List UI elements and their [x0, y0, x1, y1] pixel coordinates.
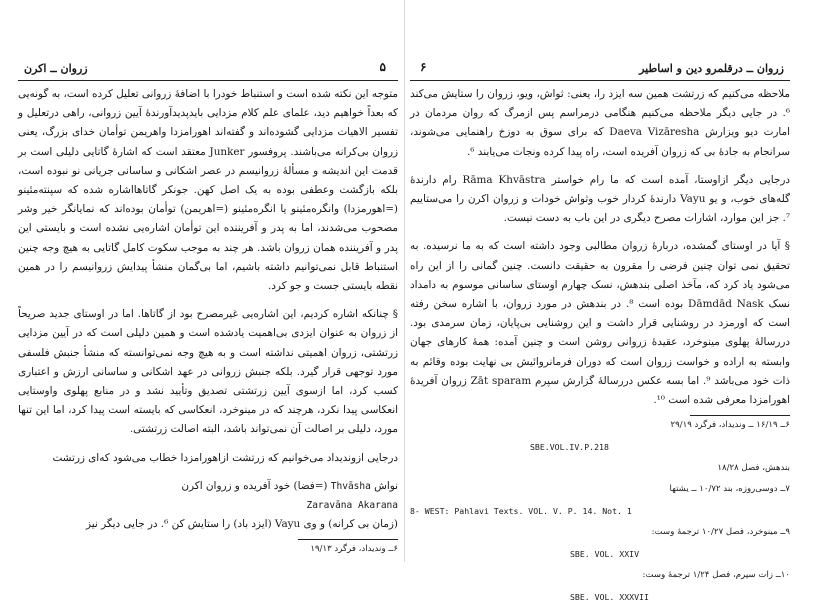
footnote: 8- WEST: Pahlavi Texts. VOL. V. P. 14. Not. 1 — [410, 505, 632, 516]
paragraph: ملاحظه می‌کنیم که زرتشت همین سه ایزد را، یعنی: ثواش، ویو، زروان را ستایش می‌کند ⁶. در جایی دیگر ملاحظه می‌کنیم هنگامی درمراسم پس ازمرگ که روان مردمان در امارت دیو ویزارش Daeva Vizāresha که برای سوق به دوزخ راهنمایی می‌شوند، سرانجام به جادهٔ بی که زروان آفریده است، راه پیدا کرده ونجات می‌یابند ⁶. — [410, 88, 790, 158]
page-number: ۵ — [379, 60, 386, 74]
line-suffix: (=فضا) خود آفریده و زروان اکرن — [181, 479, 328, 492]
footnote: ۷ــ دوسی‌روزه، بند ۱۰/۷۲ ــ یشتها — [669, 484, 790, 495]
right-page-body — [410, 85, 790, 603]
footnote: بندهش، فصل ۱۸/۲۸ — [717, 463, 790, 474]
latin-term: Thvāsha — [330, 480, 371, 492]
running-title: زروان ــ اکرن — [24, 62, 88, 75]
page-gutter — [404, 0, 405, 562]
latin-term: Zaravāna Akarana — [306, 500, 398, 512]
paragraph-line — [18, 477, 398, 496]
right-page-header — [410, 58, 790, 81]
footnote: ۱۰ــ زات سپرم، فصل ۱/۲۴ ترجمهٔ وست: — [642, 570, 790, 581]
footnote: SBE. VOL. XXXVII — [570, 591, 649, 602]
paragraph: درجایی دیگر ازاوستا، آمده است که ما رام خواستر Rāma Khvāstra رام دارندهٔ گله‌های خوب، و یو Vayu دارندهٔ کردار خوب وثواش خودات و زروان اکرن را می‌ستاییم ⁷. جز این موارد، اشارات مصرح دیگری در این باب به دست نیست. — [410, 173, 790, 225]
left-page — [18, 0, 398, 562]
footnote-rule — [298, 539, 398, 540]
footnote: SBE.VOL.IV.P.218 — [530, 441, 609, 452]
paragraph: § چنانکه اشاره کردیم، این اشاره‌یی غیرمصرح بود از گاتاها. اما در اوستای جدید صریحاً از زروان به عنوان ایزدی بی‌اهمیت یادشده است و همین دلیلی است که در آیین مزدایی زرتشتی، زروان اهمیتی نداشته است و به هیچ وجه نمی‌توانسته که منشأ جنبش فلسفی مورد توجهی قرار گیرد. بلکه جنبش زروانی در عهد اشکانی و ساسانی ارزش و اعتباری کسب کرد، اما ازسوی آیین زرتشتی تصدیق وتأیید نشد و در منابع پهلوی واوستایی انعکاسی پیدا نکرد، هرچند که در مینوخرد، انعکاسی که بایسته است پیدا کرد، اما این تنها مورد، دلیلی بر اصالت آن نمی‌تواند باشد، البته اصالت زرتشتی. — [18, 308, 398, 436]
paragraph: درجایی ازوندیداد می‌خوانیم که زرتشت ازاهورامزدا خطاب می‌شود که‌ای زرتشت — [52, 451, 398, 464]
line-prefix: نواش — [374, 479, 398, 492]
footnote: ۹ــ مینوخرد، فصل ۱۰/۲۷ ترجمهٔ وست: — [651, 527, 790, 538]
footnote: SBE. VOL. XXIV — [570, 548, 640, 559]
left-page-body — [18, 85, 398, 556]
right-page — [410, 0, 790, 602]
footnote-rule — [690, 415, 790, 416]
footnote: ۶ــ ۱۶/۱۹ ــ وندیداد، فرگرد ۲۹/۱۹ — [670, 420, 790, 431]
paragraph: متوجه این نکته شده است و استنباط خودرا با اضافهٔ زروانی تعلیل کرده است، به گونه‌یی که بعداً خواهیم دید، علمای علم کلام مزدایی بایدپدیدآورندهٔ آیین زروانی، راهی درتعلیل و تفسیر الاهیات مزدایی گشوده‌اند و گفته‌اند اهورامزدا واهریمن توأمان خدای بزرگ، یعنی زروان بی‌کرانه می‌باشند. پروفسور Junker معتقد است که اشارهٔ گاتایی دلیلی است بر قدمت این اندیشه و مسألهٔ زروانیسم در عصر اشکانی و ساسانی جریانی نو نبوده است، بلکه بازگشت وعطفی بوده به یک اصل کهن. جونکر گاتاهااشاره شده که سپنته‌مئینو (=اهورمزدا) وانگره‌مئینو یا انگره‌مئینو (=اهریمن) توأمان بوده‌اند که نمایانگر خیر وشر مصحوب می‌شدند، اما به پدر و آفریننده این توأمان اشاره‌یی نشده است و بایستی این پدر و آفریننده همان زروان باشد. هر چند به موجب سکوت کامل گاتایی به هیچ وجه چنین استنباط قابل نمی‌توانیم داشته باشیم، اما بی‌گمان منشأ پیدایش زروانیسم را در همین نقطه بایستی جست و جو کرد. — [18, 88, 398, 293]
running-title: زروان ــ درقلمرو دین و اساطیر — [639, 62, 784, 75]
left-page-header — [18, 58, 398, 81]
page-number: ۶ — [420, 60, 427, 74]
paragraph: § آیا در اوستای گمشده، دربارهٔ زروان مطالبی وجود داشته است که به ما نرسیده. به تحقیق نمی توان چنین فرضی را مقرون به حقیقت دانست. چنین گمانی را از این راه می‌شود یاد کرد که، مآخذ اصلی بندهش، نسک چهارم اوستای ساسانی موسوم به دامداد نسک Dāmdād Nask بوده است ⁸. در بندهش در مورد زروان، با اشاره سخن رفته است که اورمزد در روشنایی قرار داشت و این روشنایی بی‌پایان، زمان سرمدی بود. دررسالهٔ پهلوی مینوخرد، عقیدهٔ زروانی روشن است و چنین آمده: همهٔ کارهای جهان وابسته به اراده و خواست زروان است که دوران فرمانروائیش بی نهایت بوده وقائم به ذات خود می‌باشد ⁹. اما بسه عکس دررسالهٔ گزارش سپرم Zāt sparam زروان آفریدهٔ اهورامزدا معرفی شده است ¹⁰. — [410, 240, 790, 407]
paragraph-line — [18, 496, 398, 515]
footnote: ۶ــ وندیداد، فرگرد ۱۹/۱۳ — [310, 544, 398, 555]
paragraph-line: (زمان بی کرانه) و وی Vayu (ایزد باد) را ستایش کن ⁶. در جایی دیگر نیز — [86, 518, 398, 531]
